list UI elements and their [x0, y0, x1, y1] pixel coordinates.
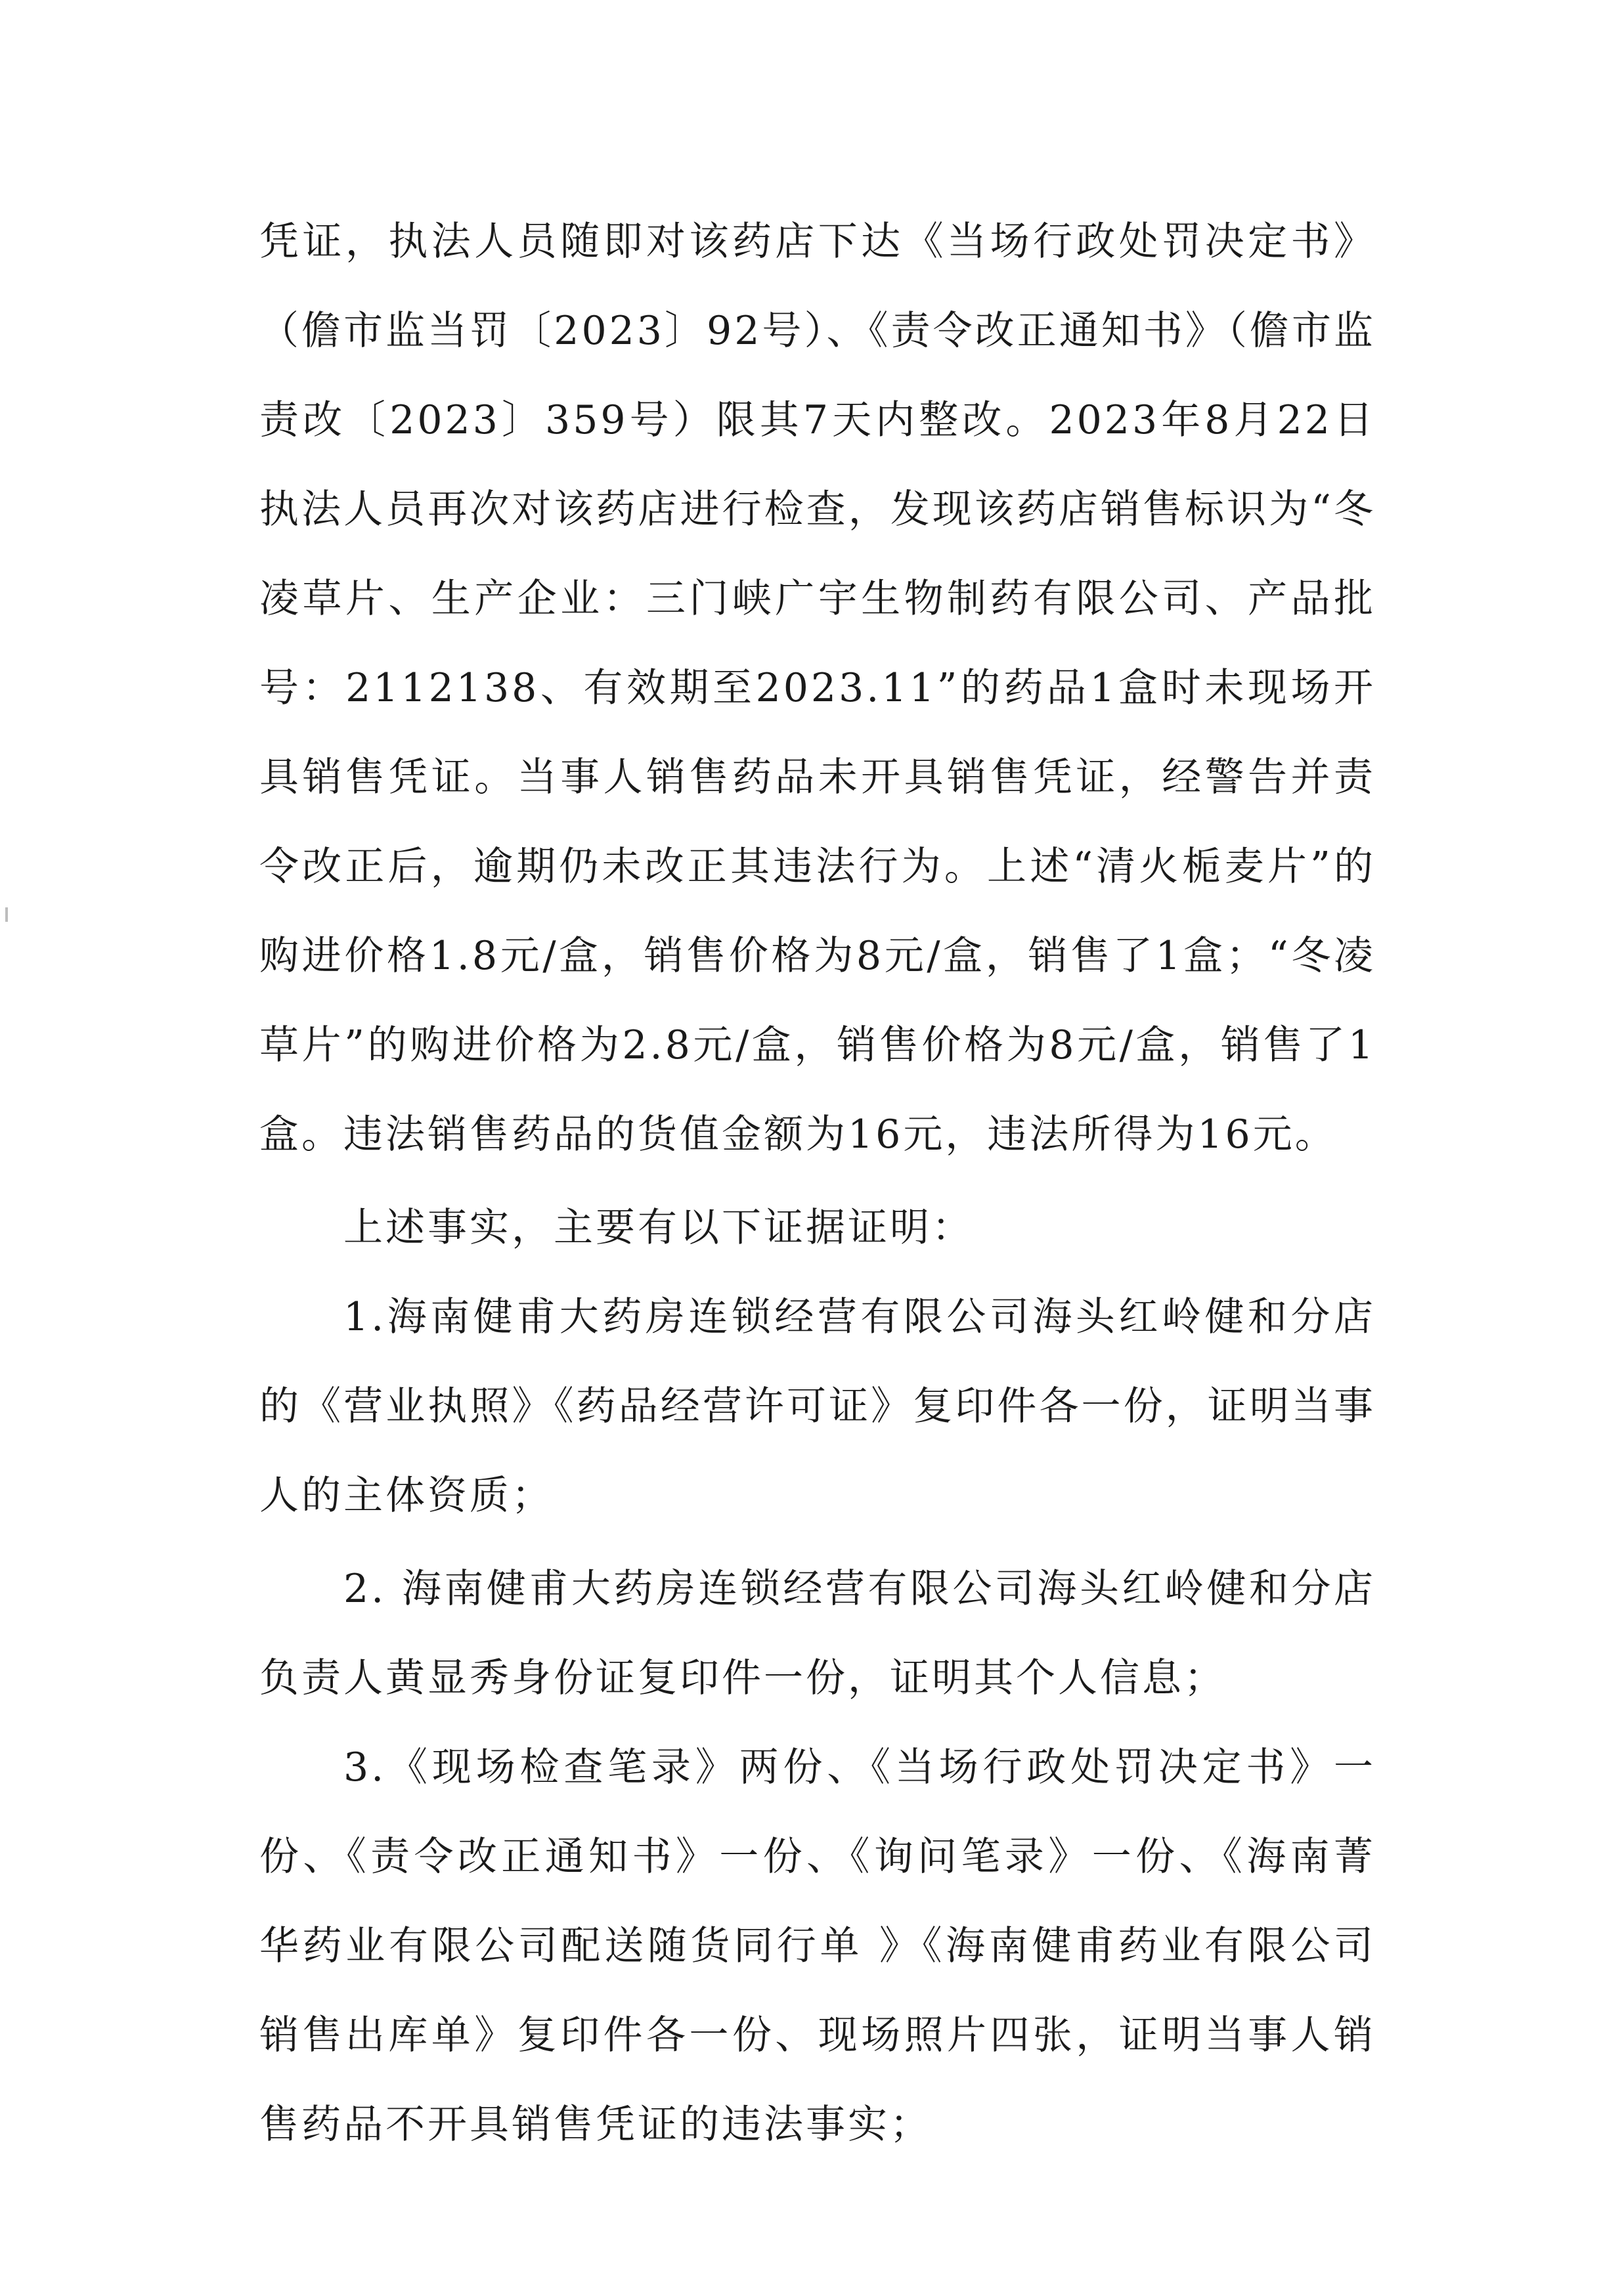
paragraph-evidence-2: 2. 海南健甫大药房连锁经营有限公司海头红岭健和分店负责人黄显秀身份证复印件一份，证明其个人信息； — [259, 1566, 1376, 1701]
paragraph-evidence-3: 3.《现场检查笔录》两份、《当场行政处罚决定书》一份、《责令改正通知书》一份、《询问笔录》一份、《海南菁华药业有限公司配送随货同行单 》《海南健甫药业有限公司销售出库单》复印件各一份、现场照片四张，证明当事人销售药品不开具销售凭证的违法事实； — [259, 1744, 1376, 2148]
paragraph-evidence-1: 1.海南健甫大药房连锁经营有限公司海头红岭健和分店的《营业执照》《药品经营许可证》复印件各一份，证明当事人的主体资质； — [259, 1294, 1376, 1519]
paragraph-case-facts: 凭证，执法人员随即对该药店下达《当场行政处罚决定书》（儋市监当罚〔2023〕92号）、《责令改正通知书》（儋市监责改〔2023〕359号）限其7天内整改。2023年8月22日执法人员再次对该药店进行检查，发现该药店销售标识为“冬凌草片、生产企业：三门峡广宇生物制药有限公司、产品批号：2112138、有效期至2023.11”的药品1盒时未现场开具销售凭证。当事人销售药品未开具销售凭证，经警告并责令改正后，逾期仍未改正其违法行为。上述“清火栀麦片”的购进价格1.8元/盒，销售价格为8元/盒，销售了1盒；“冬凌草片”的购进价格为2.8元/盒，销售价格为8元/盒，销售了1盒。违法销售药品的货值金额为16元，违法所得为16元。 — [259, 219, 1376, 1158]
scan-margin-mark — [5, 907, 8, 922]
document-body — [259, 197, 1376, 2169]
paragraph-evidence-intro: 上述事实，主要有以下证据证明： — [343, 1205, 974, 1251]
